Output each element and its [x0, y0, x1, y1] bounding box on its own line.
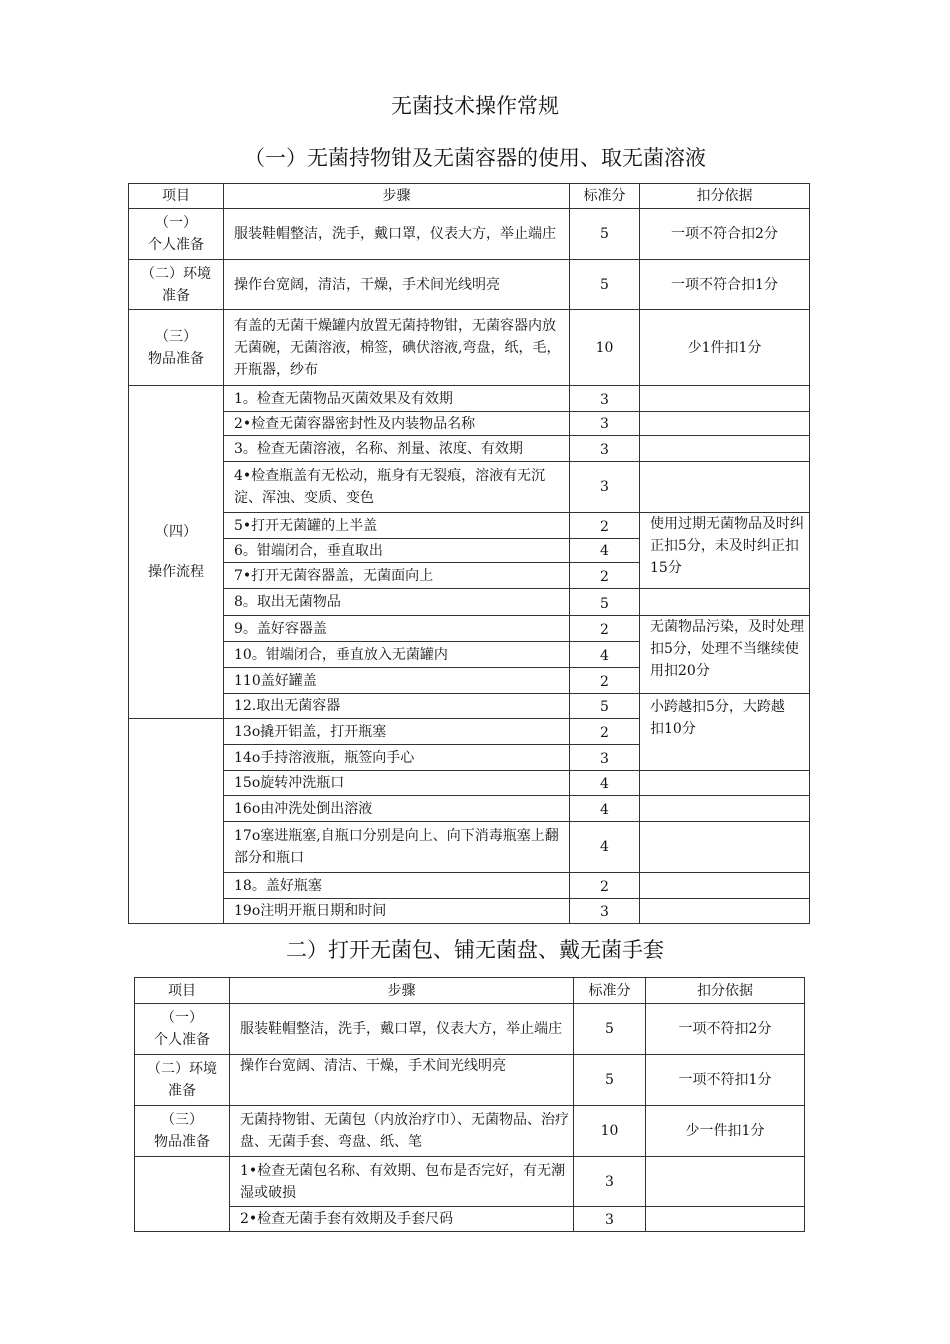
step-score: 5	[574, 1004, 646, 1055]
step-score: 2	[570, 616, 640, 642]
step-score: 2	[570, 668, 640, 694]
step-score: 10	[574, 1106, 646, 1157]
deduction-empty	[646, 1157, 805, 1207]
step-score: 3	[570, 899, 640, 924]
header-deduct: 扣分依据	[646, 978, 805, 1004]
item-label-empty	[135, 1157, 230, 1232]
deduction-empty	[640, 873, 810, 899]
deduction-rule: 一项不符合扣2分	[640, 209, 810, 260]
step-score: 4	[570, 796, 640, 822]
deduction-empty	[646, 1207, 805, 1232]
step-score: 3	[570, 745, 640, 771]
step-text: 19o注明开瓶日期和时间	[224, 899, 570, 924]
header-step: 步骤	[230, 978, 574, 1004]
step-score: 3	[570, 412, 640, 436]
item-label-empty	[129, 719, 224, 924]
step-score: 2	[570, 513, 640, 539]
step-score: 3	[570, 436, 640, 462]
step-score: 4	[570, 642, 640, 668]
deduction-empty	[640, 462, 810, 513]
item-label: （二）环境 准备	[135, 1055, 230, 1106]
item-label: （三） 物品准备	[135, 1106, 230, 1157]
step-score: 2	[570, 563, 640, 589]
deduction-rule: 一项不符扣2分	[646, 1004, 805, 1055]
step-text: 操作台宽阔，清洁，干燥，手术间光线明亮	[224, 260, 570, 310]
step-text: 9。盖好容器盖	[224, 616, 570, 642]
step-score: 3	[570, 386, 640, 412]
step-text: 6。钳端闭合，垂直取出	[224, 539, 570, 563]
step-score: 3	[574, 1157, 646, 1207]
item-label: （一） 个人准备	[129, 209, 224, 260]
step-score: 5	[570, 209, 640, 260]
step-text: 18。盖好瓶塞	[224, 873, 570, 899]
step-text: 10。钳端闭合，垂直放入无菌罐内	[224, 642, 570, 668]
deduction-rule: 一项不符合扣1分	[640, 260, 810, 310]
step-text: 5•打开无菌罐的上半盖	[224, 513, 570, 539]
step-text: 服装鞋帽整洁，洗手，戴口罩，仪表大方，举止端庄	[230, 1004, 574, 1055]
step-score: 4	[570, 771, 640, 796]
step-score: 5	[570, 694, 640, 719]
step-text: 8。取出无菌物品	[224, 589, 570, 616]
item-label: （三） 物品准备	[129, 310, 224, 386]
step-score: 3	[570, 462, 640, 513]
step-text: 12.取出无菌容器	[224, 694, 570, 719]
step-score: 5	[570, 260, 640, 310]
step-text: 14o手持溶液瓶，瓶签向手心	[224, 745, 570, 771]
step-text: 1。检查无菌物品灭菌效果及有效期	[224, 386, 570, 412]
step-text: 4•检查瓶盖有无松动，瓶身有无裂痕，溶液有无沉淀、浑浊、变质、变色	[224, 462, 570, 513]
header-score: 标准分	[574, 978, 646, 1004]
deduction-rule: 少1件扣1分	[640, 310, 810, 386]
deduction-empty	[640, 771, 810, 796]
deduction-empty	[640, 822, 810, 873]
section1-heading: （一）无菌持物钳及无菌容器的使用、取无菌溶液	[244, 146, 706, 170]
step-text: 无菌持物钳、无菌包（内放治疗巾）、无菌物品、治疗盘、无菌手套、弯盘、纸、笔	[230, 1106, 574, 1157]
step-score: 4	[570, 822, 640, 873]
deduction-rule: 一项不符扣1分	[646, 1055, 805, 1106]
step-score: 3	[574, 1207, 646, 1232]
deduction-empty	[640, 796, 810, 822]
item-label: （二）环境 准备	[129, 260, 224, 310]
header-step: 步骤	[224, 184, 570, 209]
section2-heading: 二）打开无菌包、铺无菌盘、戴无菌手套	[286, 938, 664, 962]
step-text: 13o撬开铝盖，打开瓶塞	[224, 719, 570, 745]
step-text: 15o旋转冲洗瓶口	[224, 771, 570, 796]
step-text: 2•检查无菌容器密封性及内装物品名称	[224, 412, 570, 436]
deduction-rule: 少一件扣1分	[646, 1106, 805, 1157]
deduction-empty	[640, 899, 810, 924]
step-text: 7•打开无菌容器盖，无菌面向上	[224, 563, 570, 589]
step-score: 5	[574, 1055, 646, 1106]
deduction-empty	[640, 412, 810, 436]
deduction-empty	[640, 386, 810, 412]
step-text: 3。检查无菌溶液，名称、剂量、浓度、有效期	[224, 436, 570, 462]
deduction-empty	[640, 589, 810, 616]
step-text: 16o由冲洗处倒出溶液	[224, 796, 570, 822]
item-label: （一） 个人准备	[135, 1004, 230, 1055]
step-text: 2•检查无菌手套有效期及手套尺码	[230, 1207, 574, 1232]
step-text: 1•检查无菌包名称、有效期、包布是否完好，有无潮湿或破损	[230, 1157, 574, 1207]
page-title: 无菌技术操作常规	[391, 94, 559, 118]
item-label-process: （四） 操作流程	[129, 386, 224, 719]
deduction-rule: 小跨越扣5分，大跨越 扣10分	[640, 694, 810, 771]
step-score: 2	[570, 719, 640, 745]
step-text: 110盖好罐盖	[224, 668, 570, 694]
header-item: 项目	[135, 978, 230, 1004]
step-score: 4	[570, 539, 640, 563]
step-text: 服装鞋帽整洁，洗手，戴口罩，仪表大方，举止端庄	[224, 209, 570, 260]
step-text: 操作台宽阔、清洁、干燥，手术间光线明亮	[230, 1055, 574, 1106]
step-score: 10	[570, 310, 640, 386]
deduction-rule: 使用过期无菌物品及时纠正扣5分，未及时纠正扣15分	[640, 513, 810, 589]
procedure-table-1	[128, 183, 810, 924]
header-deduct: 扣分依据	[640, 184, 810, 209]
step-text: 17o塞进瓶塞,自瓶口分别是向上、向下消毒瓶塞上翻部分和瓶口	[224, 822, 570, 873]
deduction-rule: 无菌物品污染，及时处理扣5分，处理不当继续使用扣20分	[640, 616, 810, 694]
step-score: 2	[570, 873, 640, 899]
step-score: 5	[570, 589, 640, 616]
header-score: 标准分	[570, 184, 640, 209]
step-text: 有盖的无菌干燥罐内放置无菌持物钳，无菌容器内放无菌碗，无菌溶液，棉签，碘伏溶液,弯盘，纸，毛，开瓶器，纱布	[224, 310, 570, 386]
header-item: 项目	[129, 184, 224, 209]
procedure-table-2	[134, 977, 805, 1232]
deduction-empty	[640, 436, 810, 462]
